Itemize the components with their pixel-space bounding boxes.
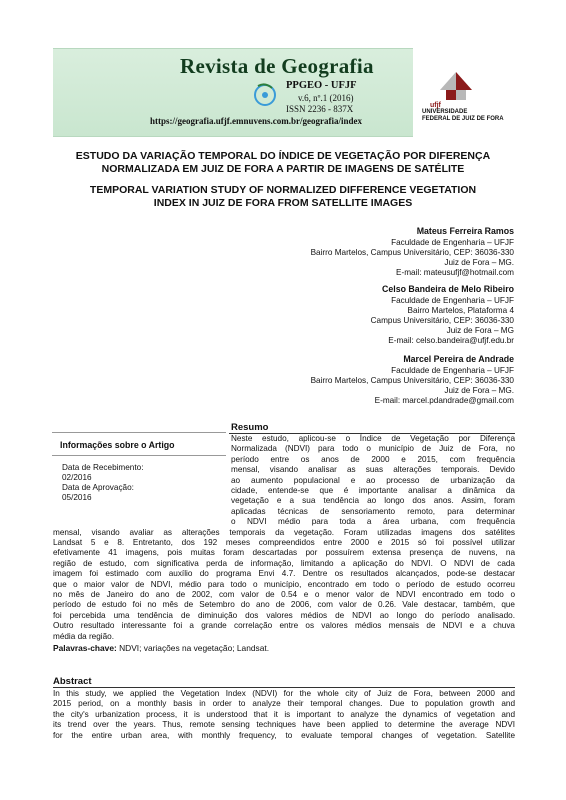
author-line: Juiz de Fora – MG. (444, 386, 514, 395)
author-line: Bairro Martelos, Plataforma 4 (407, 306, 514, 315)
journal-title: Revista de Geografia (180, 54, 374, 78)
author-line: Juiz de Fora – MG (446, 326, 514, 335)
keywords-label: Palavras-chave: (53, 643, 117, 653)
resumo-line: Landsat 5 e 8. Entretanto, dos 192 meses compreendidos entre 2000 e 2015 só foi possível utilizar (53, 538, 515, 547)
abstract-line: for the entire urban area, with monthly frequency, to evaluate temporal changes of vegetation. Satellite (53, 730, 515, 740)
author-block-3 (311, 354, 514, 406)
title-english (40, 184, 526, 210)
abstract-heading: Abstract (53, 676, 92, 687)
resumo-line: mensal, visando avaliar as alterações temporais da vegetação. Foram utilizadas imagens dos satélites (53, 527, 515, 537)
author-line: Bairro Martelos, Campus Universitário, CEP: 36036-330 (310, 376, 514, 385)
title-en-line2: INDEX IN JUIZ DE FORA FROM SATELLITE IMAGES (153, 197, 413, 209)
journal-logo-icon (250, 80, 280, 108)
resumo-line: imagem foi estimado com auxílio do programa Envi 4.7. Dentre os resultados alcançados, pode-se destacar (53, 569, 515, 579)
divider (52, 455, 226, 456)
title-portuguese (40, 150, 526, 176)
article-info-heading: Informações sobre o Artigo (60, 440, 175, 450)
author-email: E-mail: celso.bandeira@ufjf.edu.br (388, 336, 514, 345)
title-pt-line2: NORMALIZADA EM JUIZ DE FORA A PARTIR DE IMAGENS DE SATÉLITE (101, 163, 465, 175)
abstract-line: In this study, we applied the Vegetation Index (NDVI) for the whole city of Juiz de Fora, between 2000 and (53, 689, 515, 698)
ufjf-name (422, 102, 504, 123)
author-line: Bairro Martelos, Campus Universitário, CEP: 36036-330 (310, 248, 514, 257)
resumo-line: vegetação e a sua tendência ao longo dos anos. Assim, foram (231, 496, 515, 506)
resumo-line: o NDVI médio para toda a área urbana, com frequência (231, 517, 515, 527)
resumo-line: Outro resultado interessante foi a grande correlação entre os valores médios mensais de NDVI e a chuva (53, 621, 515, 631)
keywords (53, 643, 269, 653)
author-line: Faculdade de Engenharia – UFJF (391, 238, 514, 247)
resumo-line: ao aumento populacional e ao processo de urbanização da (231, 475, 515, 485)
keywords-value: NDVI; variações na vegetação; Landsat. (116, 643, 270, 653)
resumo-line: período de estudo foi no mês de Setembro do ano de 2006, com valor de 0.26. Vale destacar, também, que (53, 600, 515, 610)
title-pt-line1: ESTUDO DA VARIAÇÃO TEMPORAL DO ÍNDICE DE VEGETAÇÃO POR DIFERENÇA (75, 150, 491, 162)
resumo-heading: Resumo (231, 422, 269, 433)
author-email: E-mail: mateusufjf@hotmail.com (396, 268, 514, 277)
abstract-line: the city's urbanization process, it is understood that it is important to analyze the dynamics of vegetation and (53, 709, 515, 719)
author-block-1 (311, 226, 514, 278)
resumo-line: foi percebida uma tendência de diminuição dos valores médios de NDVI ao longo do período analisado. (53, 610, 515, 620)
journal-issn: ISSN 2236 - 837X (286, 104, 354, 114)
ufjf-short: ufjf (430, 102, 441, 109)
author-line: Juiz de Fora – MG. (444, 258, 514, 267)
journal-url-link[interactable]: https://geografia.ufjf.emnuvens.com.br/geografia/index (150, 116, 362, 126)
author-name: Mateus Ferreira Ramos (416, 226, 514, 236)
resumo-line: cidade, entende-se que é importante analisar a dinâmica da (231, 486, 515, 495)
title-en-line1: TEMPORAL VARIATION STUDY OF NORMALIZED DIFFERENCE VEGETATION (89, 184, 477, 196)
resumo-line: aplicadas técnicas de sensoriamento remoto, para determinar (231, 506, 515, 516)
author-block-2 (371, 284, 514, 346)
resumo-line: período entre os anos de 2000 e 2015, com frequência (231, 454, 515, 464)
resumo-line: região de estudo, com significativa perda de informação, limitando a aplicação do NDVI. O NDVI de cada (53, 558, 515, 568)
author-email: E-mail: marcel.pdandrade@gmail.com (374, 396, 514, 405)
ufjf-name-line1: UNIVERSIDADE (422, 109, 468, 115)
resumo-line: média da região. (53, 631, 114, 641)
author-name: Marcel Pereira de Andrade (403, 354, 514, 364)
received-label: Data de Recebimento: (62, 463, 144, 472)
resumo-line: que o maior valor de NDVI, médio para todo o município, encontrado em todo o período de estudo ocorreu (53, 579, 515, 589)
received-value: 02/2016 (62, 473, 92, 482)
ufjf-name-line2: FEDERAL DE JUIZ DE FORA (422, 116, 504, 122)
approved-label: Data de Aprovação: (62, 483, 134, 492)
author-name: Celso Bandeira de Melo Ribeiro (382, 284, 514, 294)
journal-program: PPGEO - UFJF (286, 80, 357, 91)
resumo-line: efetivamente 41 imagens, pois muitas foram descartadas por possuírem extensa presença de nuvens, na (53, 548, 515, 558)
resumo-line: Normalizada (NDVI) para todo o município de Juiz de Fora, no (231, 444, 515, 454)
abstract-line: its trend over the years. Thus, remote sensing techniques have been applied to determine the average NDVI (53, 720, 515, 730)
divider (53, 687, 515, 688)
author-line: Campus Universitário, CEP: 36036-330 (370, 316, 514, 325)
resumo-line: mensal, visando analisar as suas alterações temporais. Devido (231, 465, 515, 475)
approved-value: 05/2016 (62, 493, 92, 502)
abstract-line: 2015 period, on a monthly basis in order to analyze their temporal changes. Due to population growth and (53, 699, 515, 709)
resumo-line: no mês de Janeiro do ano de 2002, com valor de 0.54 e o menor valor de NDVI encontrado em todo o (53, 590, 515, 599)
journal-volume: v.6, nº.1 (2016) (298, 93, 354, 103)
resumo-line: Neste estudo, aplicou-se o Índice de Vegetação por Diferença (231, 434, 515, 443)
author-line: Faculdade de Engenharia – UFJF (391, 366, 514, 375)
author-line: Faculdade de Engenharia – UFJF (391, 296, 514, 305)
